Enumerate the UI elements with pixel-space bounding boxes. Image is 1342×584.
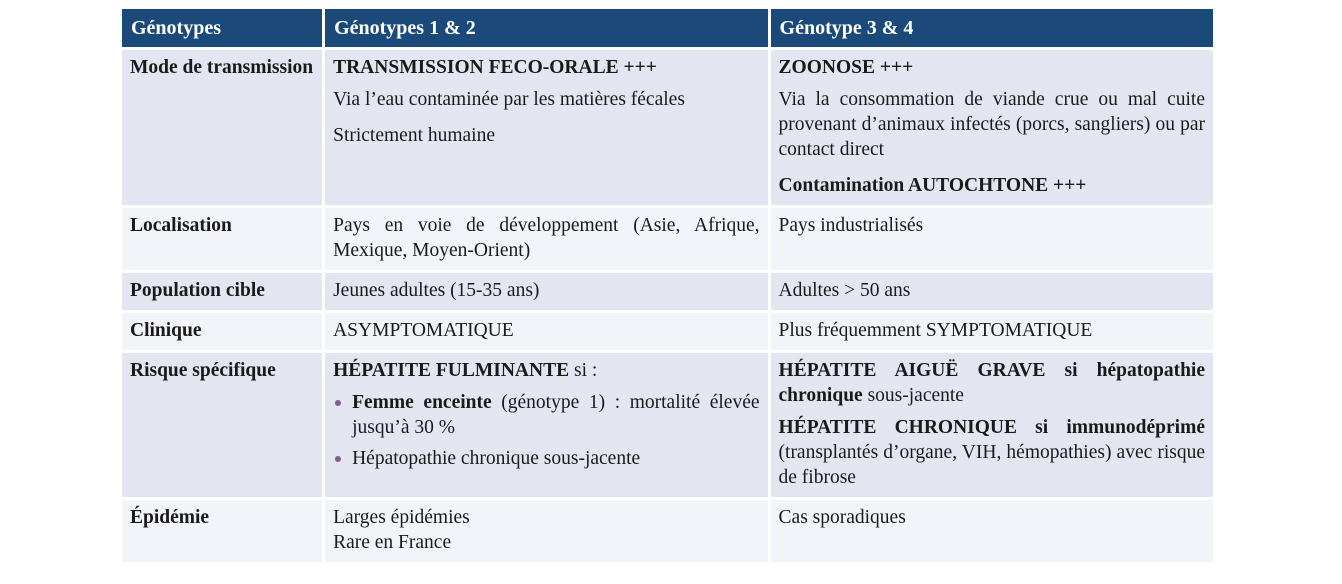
risk-bullet-list (333, 390, 759, 471)
row-label: Mode de transmission (122, 50, 322, 205)
bullet-icon (335, 456, 341, 462)
cell-text: sous-jacente (862, 385, 964, 406)
cell-title: Contamination AUTOCHTONE +++ (778, 175, 1087, 196)
table-header-row (122, 9, 1213, 47)
cell-g12-risque (325, 353, 767, 497)
row-population (122, 273, 1213, 310)
row-transmission (122, 50, 1213, 205)
list-item (333, 390, 759, 440)
cell-title: Femme enceinte (352, 392, 492, 413)
cell-g12-clinique: ASYMPTOMATIQUE (325, 313, 767, 350)
cell-g12-population: Jeunes adultes (15-35 ans) (325, 273, 767, 310)
list-item (333, 446, 759, 471)
cell-text: (transplantés d’organe, VIH, hémopathies) avec risque de fibrose (778, 442, 1205, 488)
row-label: Localisation (122, 208, 322, 270)
cell-title: TRANSMISSION FECO-ORALE +++ (333, 57, 657, 78)
row-label: Population cible (122, 273, 322, 310)
cell-title: HÉPATITE FULMINANTE (333, 360, 570, 381)
cell-g12-localisation: Pays en voie de développement (Asie, Afrique, Mexique, Moyen-Orient) (325, 208, 767, 270)
cell-text: Larges épidémies (333, 507, 470, 528)
cell-g34-localisation: Pays industrialisés (771, 208, 1213, 270)
row-localisation (122, 208, 1213, 270)
cell-text: Hépatopathie chronique sous-jacente (352, 448, 641, 469)
cell-text: Strictement humaine (333, 125, 496, 146)
header-genotypes-3-4: Génotype 3 & 4 (771, 9, 1213, 47)
row-label: Clinique (122, 313, 322, 350)
header-genotypes: Génotypes (122, 9, 322, 47)
cell-g34-clinique: Plus fréquemment SYMPTOMATIQUE (771, 313, 1213, 350)
cell-text: Via l’eau contaminée par les matières fécales (333, 89, 685, 110)
cell-g34-risque (771, 353, 1213, 497)
cell-g34-epidemie: Cas sporadiques (771, 500, 1213, 562)
genotypes-comparison-table (119, 6, 1216, 565)
row-label: Épidémie (122, 500, 322, 562)
cell-text: Via la consommation de viande crue ou mal cuite provenant d’animaux infectés (porcs, sangliers) ou par contact direct (778, 89, 1205, 160)
row-risque (122, 353, 1213, 497)
cell-g12-transmission (325, 50, 767, 205)
cell-text: Rare en France (333, 532, 452, 553)
cell-text: si : (569, 360, 598, 381)
row-label: Risque spécifique (122, 353, 322, 497)
cell-title: HÉPATITE AIGUË GRAVE si hépatopathie chronique (778, 360, 1205, 406)
cell-g34-transmission (771, 50, 1213, 205)
cell-title: HÉPATITE CHRONIQUE si immunodéprimé (778, 417, 1205, 438)
cell-text: (génotype 1) : mortalité élevée jusqu’à 30 % (352, 392, 760, 438)
cell-g12-epidemie (325, 500, 767, 562)
row-epidemie (122, 500, 1213, 562)
row-clinique (122, 313, 1213, 350)
cell-g34-population: Adultes > 50 ans (771, 273, 1213, 310)
bullet-icon (335, 400, 341, 406)
header-genotypes-1-2: Génotypes 1 & 2 (325, 9, 767, 47)
cell-title: ZOONOSE +++ (778, 57, 914, 78)
